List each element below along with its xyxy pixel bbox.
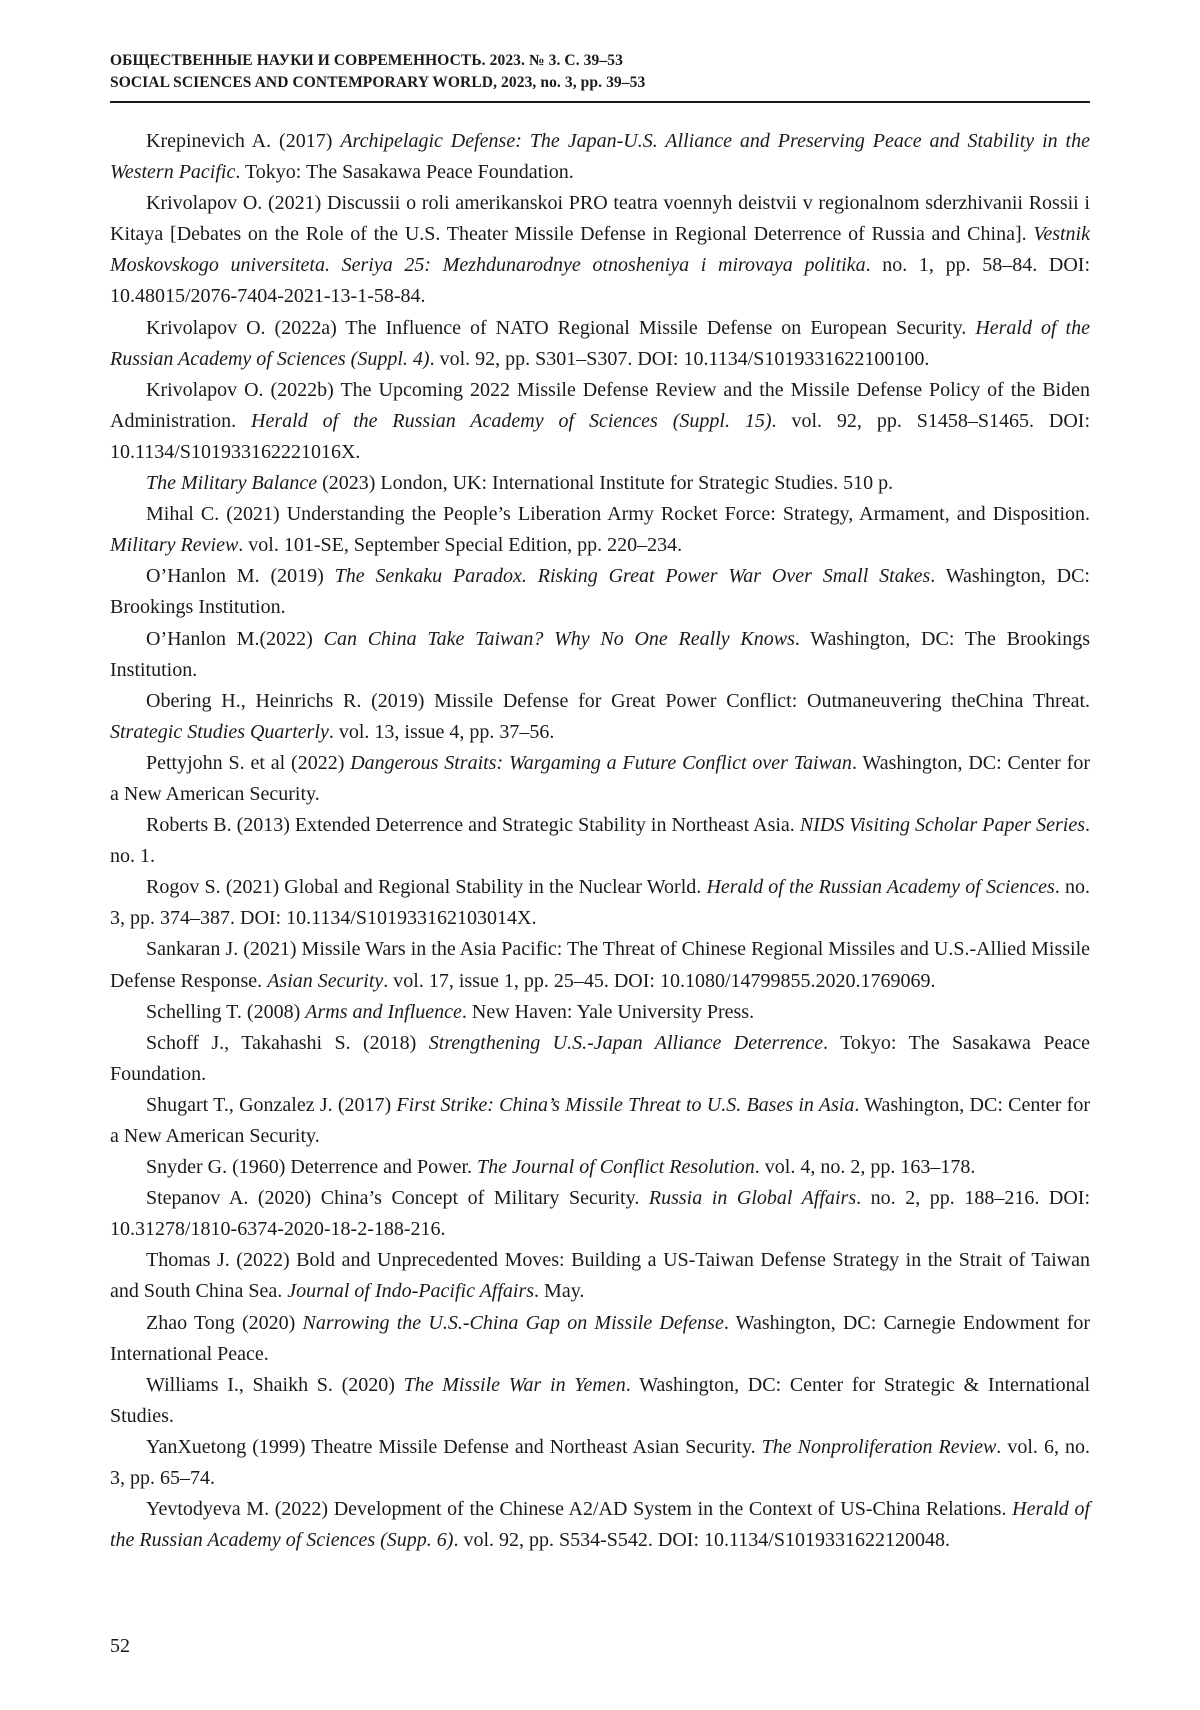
reference-item: Roberts B. (2013) Extended Deterrence and Strategic Stability in Northeast Asia. NIDS Visiting Scholar Paper Series. no. 1. bbox=[110, 814, 1090, 868]
reference-item: O’Hanlon M.(2022) Can China Take Taiwan? Why No One Really Knows. Washington, DC: The Brookings Institution. bbox=[110, 627, 1090, 681]
reference-item: Schoff J., Takahashi S. (2018) Strengthening U.S.-Japan Alliance Deterrence. Tokyo: The Sasakawa Peace Foundation. bbox=[110, 1031, 1090, 1085]
reference-item: Krepinevich A. (2017) Archipelagic Defense: The Japan-U.S. Alliance and Preserving Peace and Stability in the Western Pacific. Tokyo: The Sasakawa Peace Foundation. bbox=[110, 130, 1090, 184]
reference-item: Snyder G. (1960) Deterrence and Power. The Journal of Conflict Resolution. vol. 4, no. 2, pp. 163–178. bbox=[146, 1156, 976, 1179]
header-divider bbox=[110, 101, 1090, 103]
reference-item: Mihal C. (2021) Understanding the People’s Liberation Army Rocket Force: Strategy, Armament, and Disposition. Military Review. vol. 101-SE, September Special Edition, pp. 220–234. bbox=[110, 503, 1090, 557]
running-header bbox=[110, 50, 1090, 94]
reference-item: Obering H., Heinrichs R. (2019) Missile Defense for Great Power Conflict: Outmaneuvering theChina Threat. Strategic Studies Quarterly. vol. 13, issue 4, pp. 37–56. bbox=[110, 689, 1090, 743]
reference-item: Zhao Tong (2020) Narrowing the U.S.-China Gap on Missile Defense. Washington, DC: Carnegie Endowment for International Peace. bbox=[110, 1311, 1091, 1365]
reference-item: Thomas J. (2022) Bold and Unprecedented Moves: Building a US-Taiwan Defense Strategy in the Strait of Taiwan and South China Sea. Journal of Indo-Pacific Affairs. May. bbox=[110, 1249, 1090, 1303]
reference-item: Rogov S. (2021) Global and Regional Stability in the Nuclear World. Herald of the Russian Academy of Sciences. no. 3, pp. 374–387. DOI: 10.1134/S101933162103014X. bbox=[110, 876, 1091, 930]
reference-item: Sankaran J. (2021) Missile Wars in the Asia Pacific: The Threat of Chinese Regional Missiles and U.S.-Allied Missile Defense Response. Asian Security. vol. 17, issue 1, pp. 25–45. DOI: 10.1080/14799855.2020.1769069. bbox=[110, 938, 1090, 992]
header-title-ru: ОБЩЕСТВЕННЫЕ НАУКИ И СОВРЕМЕННОСТЬ. 2023. № 3. С. 39–53 bbox=[110, 52, 623, 69]
reference-item: Shugart T., Gonzalez J. (2017) First Strike: China’s Missile Threat to U.S. Bases in Asia. Washington, DC: Center for a New American Security. bbox=[110, 1093, 1090, 1147]
reference-item: Schelling T. (2008) Arms and Influence. New Haven: Yale University Press. bbox=[146, 1000, 755, 1023]
reference-item: Krivolapov O. (2022b) The Upcoming 2022 Missile Defense Review and the Missile Defense Policy of the Biden Administration. Herald of the Russian Academy of Sciences (Suppl. 15). vol. 92, pp. S1458–S1465. DOI: 10.1134/S101933162221016X. bbox=[110, 378, 1091, 463]
reference-list bbox=[110, 126, 1090, 1556]
reference-item: Pettyjohn S. et al (2022) Dangerous Straits: Wargaming a Future Conflict over Taiwan. Washington, DC: Center for a New American Security. bbox=[110, 751, 1090, 805]
reference-item: Williams I., Shaikh S. (2020) The Missile War in Yemen. Washington, DC: Center for Strategic & International Studies. bbox=[110, 1373, 1090, 1427]
reference-item: Krivolapov O. (2022a) The Influence of NATO Regional Missile Defense on European Security. Herald of the Russian Academy of Sciences (Suppl. 4). vol. 92, pp. S301–S307. DOI: 10.1134/S1019331622100100. bbox=[110, 316, 1090, 370]
reference-item: O’Hanlon M. (2019) The Senkaku Paradox. Risking Great Power War Over Small Stakes. Washington, DC: Brookings Institution. bbox=[110, 565, 1090, 619]
page-number: 52 bbox=[110, 1635, 130, 1657]
reference-item: The Military Balance (2023) London, UK: International Institute for Strategic Studies. 510 p. bbox=[146, 472, 894, 495]
reference-item: Yevtodyeva M. (2022) Development of the Chinese A2/AD System in the Context of US-China Relations. Herald of the Russian Academy of Sciences (Supp. 6). vol. 92, pp. S534-S542. DOI: 10.1134/S1019331622120048. bbox=[110, 1498, 1091, 1552]
reference-item: Krivolapov O. (2021) Discussii o roli amerikanskoi PRO teatra voennyh deistvii v regionalnom sderzhivanii Rossii i Kitaya [Debates on the Role of the U.S. Theater Missile Defense in Regional Deterrence of Russia and China]. Vestnik Moskovskogo universiteta. Seriya 25: Mezhdunarodnye otnosheniya i mirovaya politika. no. 1, pp. 58–84. DOI: 10.48015/2076-7404-2021-13-1-58-84. bbox=[110, 192, 1090, 308]
header-title-en: SOCIAL SCIENCES AND CONTEMPORARY WORLD, 2023, no. 3, pp. 39–53 bbox=[110, 74, 646, 91]
reference-item: YanXuetong (1999) Theatre Missile Defense and Northeast Asian Security. The Nonproliferation Review. vol. 6, no. 3, pp. 65–74. bbox=[110, 1435, 1091, 1490]
reference-item: Stepanov A. (2020) China’s Concept of Military Security. Russia in Global Affairs. no. 2, pp. 188–216. DOI: 10.31278/1810-6374-2020-18-2-188-216. bbox=[110, 1187, 1091, 1241]
